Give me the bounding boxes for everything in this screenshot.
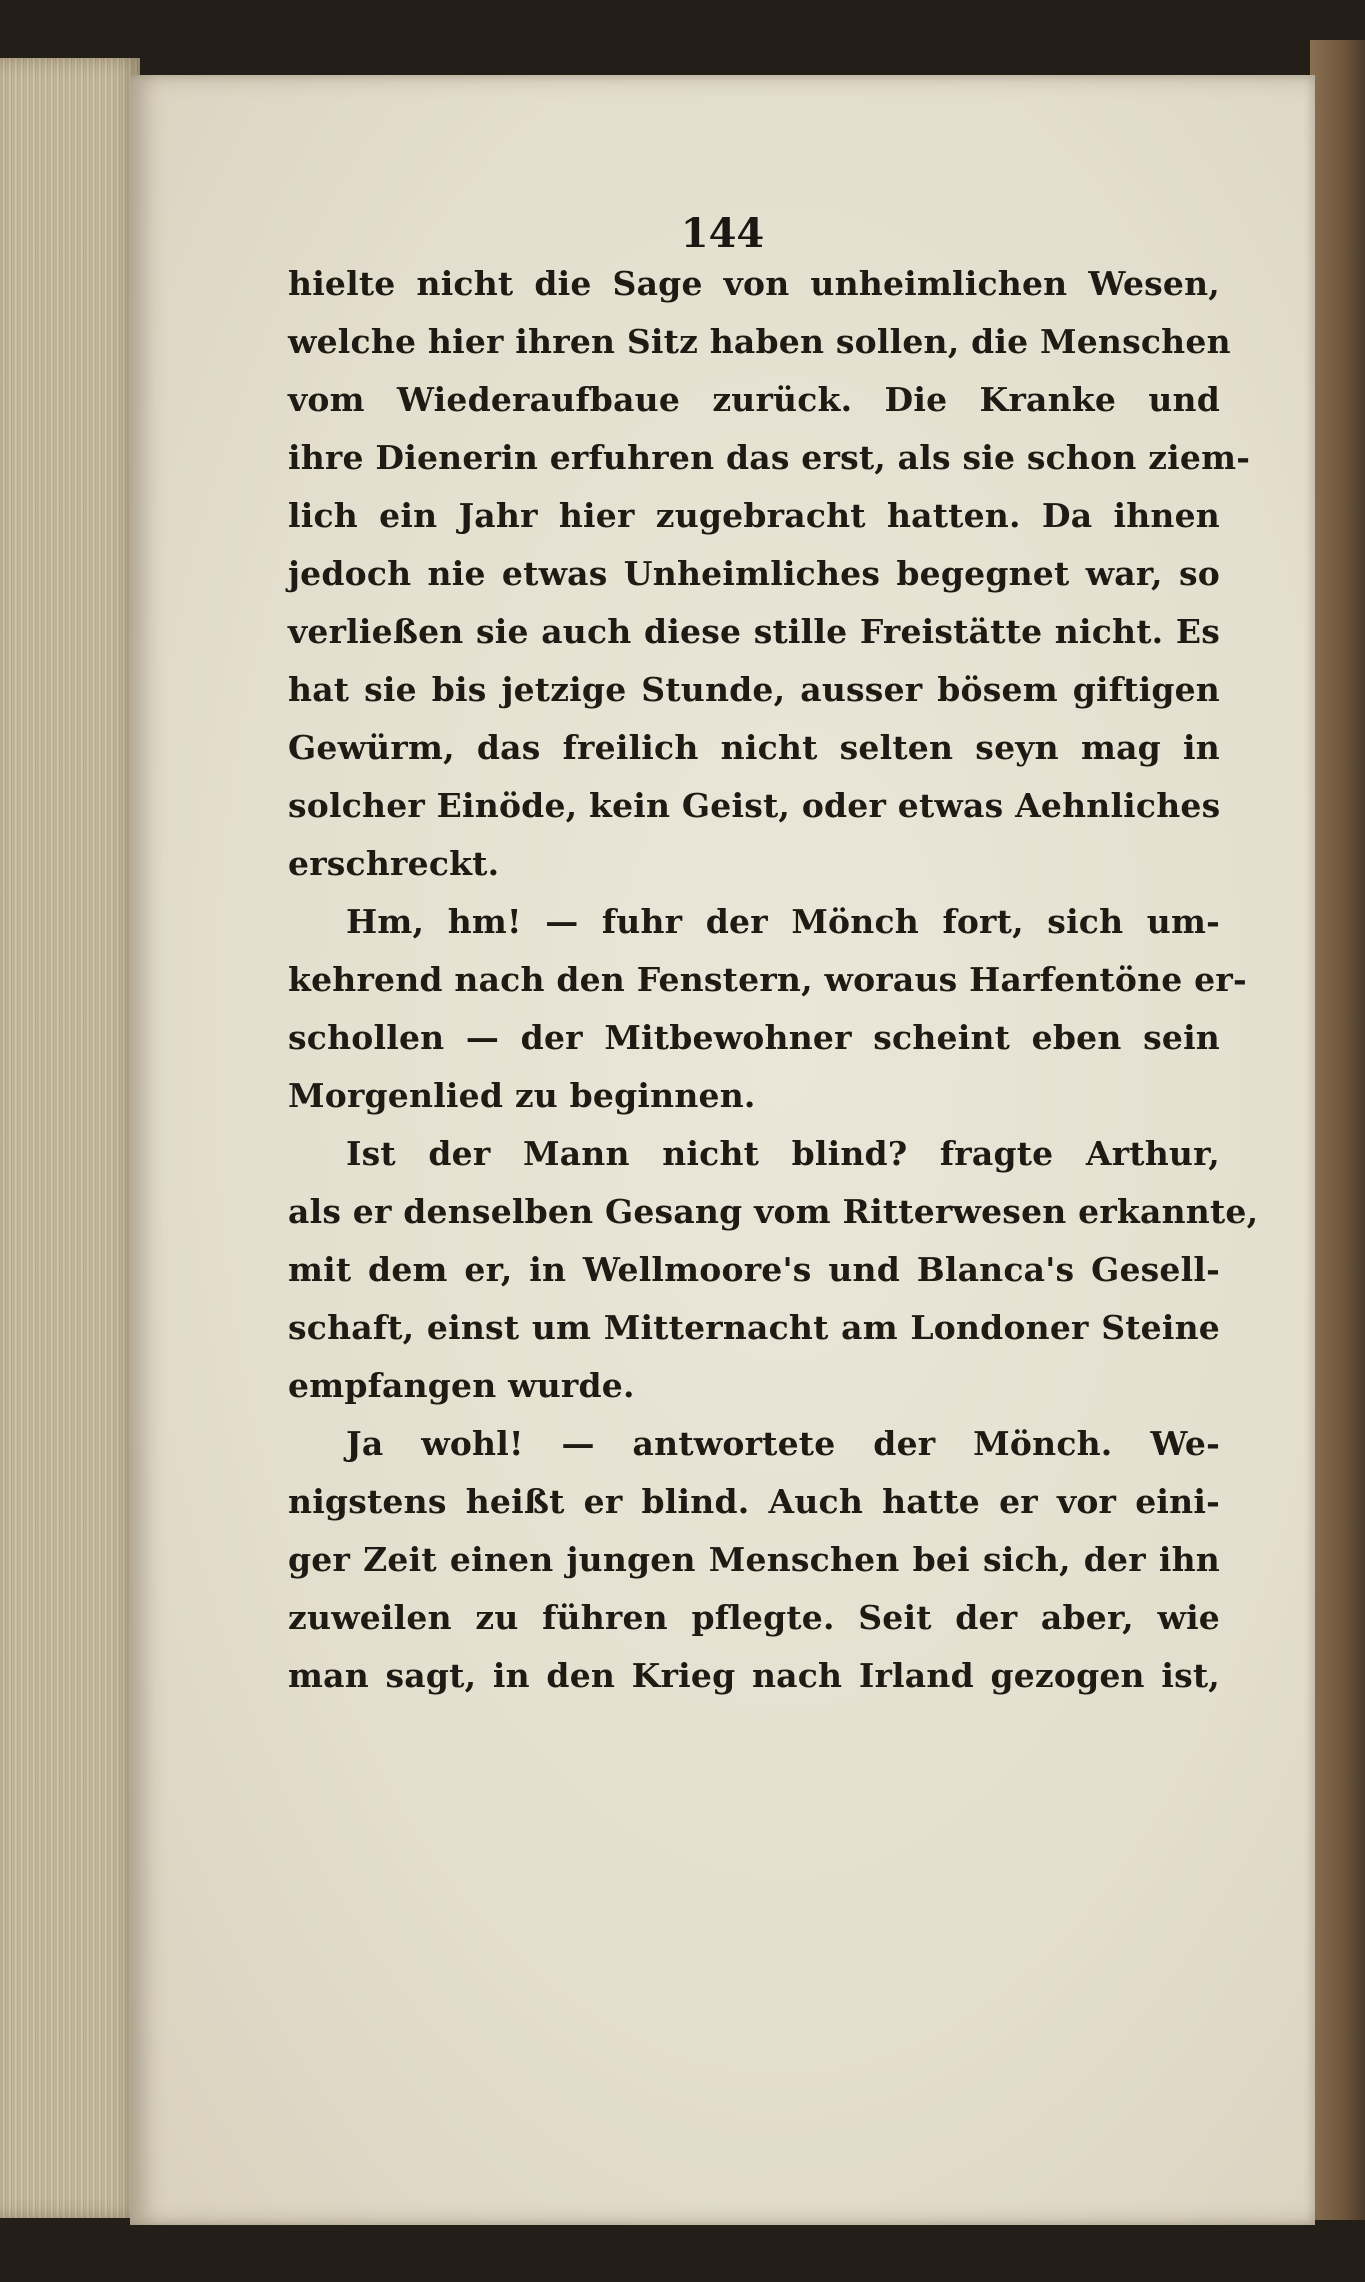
text-line: vom Wiederaufbaue zurück. Die Kranke und [288,380,1220,419]
text-line: schollen — der Mitbewohner scheint eben sein [288,1018,1220,1057]
text-line: man sagt, in den Krieg nach Irland gezogen ist, [288,1656,1220,1695]
text-line: welche hier ihren Sitz haben sollen, die Menschen [288,322,1231,361]
text-line: kehrend nach den Fenstern, woraus Harfentöne er- [288,960,1247,999]
page-stack-edges [0,58,140,2218]
text-line: Hm, hm! — fuhr der Mönch fort, sich um- [346,902,1220,941]
text-line: verließen sie auch diese stille Freistätte nicht. Es [288,612,1220,651]
text-line: Morgenlied zu beginnen. [288,1076,756,1115]
text-line: hielte nicht die Sage von unheimlichen Wesen, [288,264,1220,303]
text-line: ihre Dienerin erfuhren das erst, als sie schon ziem- [288,438,1251,477]
text-line: empfangen wurde. [288,1366,635,1405]
text-line: mit dem er, in Wellmoore's und Blanca's Gesell- [288,1250,1220,1289]
text-line: nigstens heißt er blind. Auch hatte er vor eini- [288,1482,1220,1521]
page-number: 144 [680,210,765,257]
text-line: lich ein Jahr hier zugebracht hatten. Da ihnen [288,496,1220,535]
body-text [288,255,1259,1705]
text-line: als er denselben Gesang vom Ritterwesen erkannte, [288,1192,1259,1231]
text-line: hat sie bis jetzige Stunde, ausser bösem giftigen [288,670,1220,709]
text-line: Ist der Mann nicht blind? fragte Arthur, [346,1134,1220,1173]
text-line: Gewürm, das freilich nicht selten seyn mag in [288,728,1220,767]
text-line: schaft, einst um Mitternacht am Londoner Steine [288,1308,1220,1347]
text-line: jedoch nie etwas Unheimliches begegnet war, so [288,554,1220,593]
text-line: zuweilen zu führen pflegte. Seit der aber, wie [288,1598,1220,1637]
book-cover-edge [1310,40,1365,2220]
text-line: Ja wohl! — antwortete der Mönch. We- [346,1424,1220,1463]
text-line: ger Zeit einen jungen Menschen bei sich, der ihn [288,1540,1220,1579]
text-line: erschreckt. [288,844,500,883]
text-line: solcher Einöde, kein Geist, oder etwas Aehnliches [288,786,1221,825]
